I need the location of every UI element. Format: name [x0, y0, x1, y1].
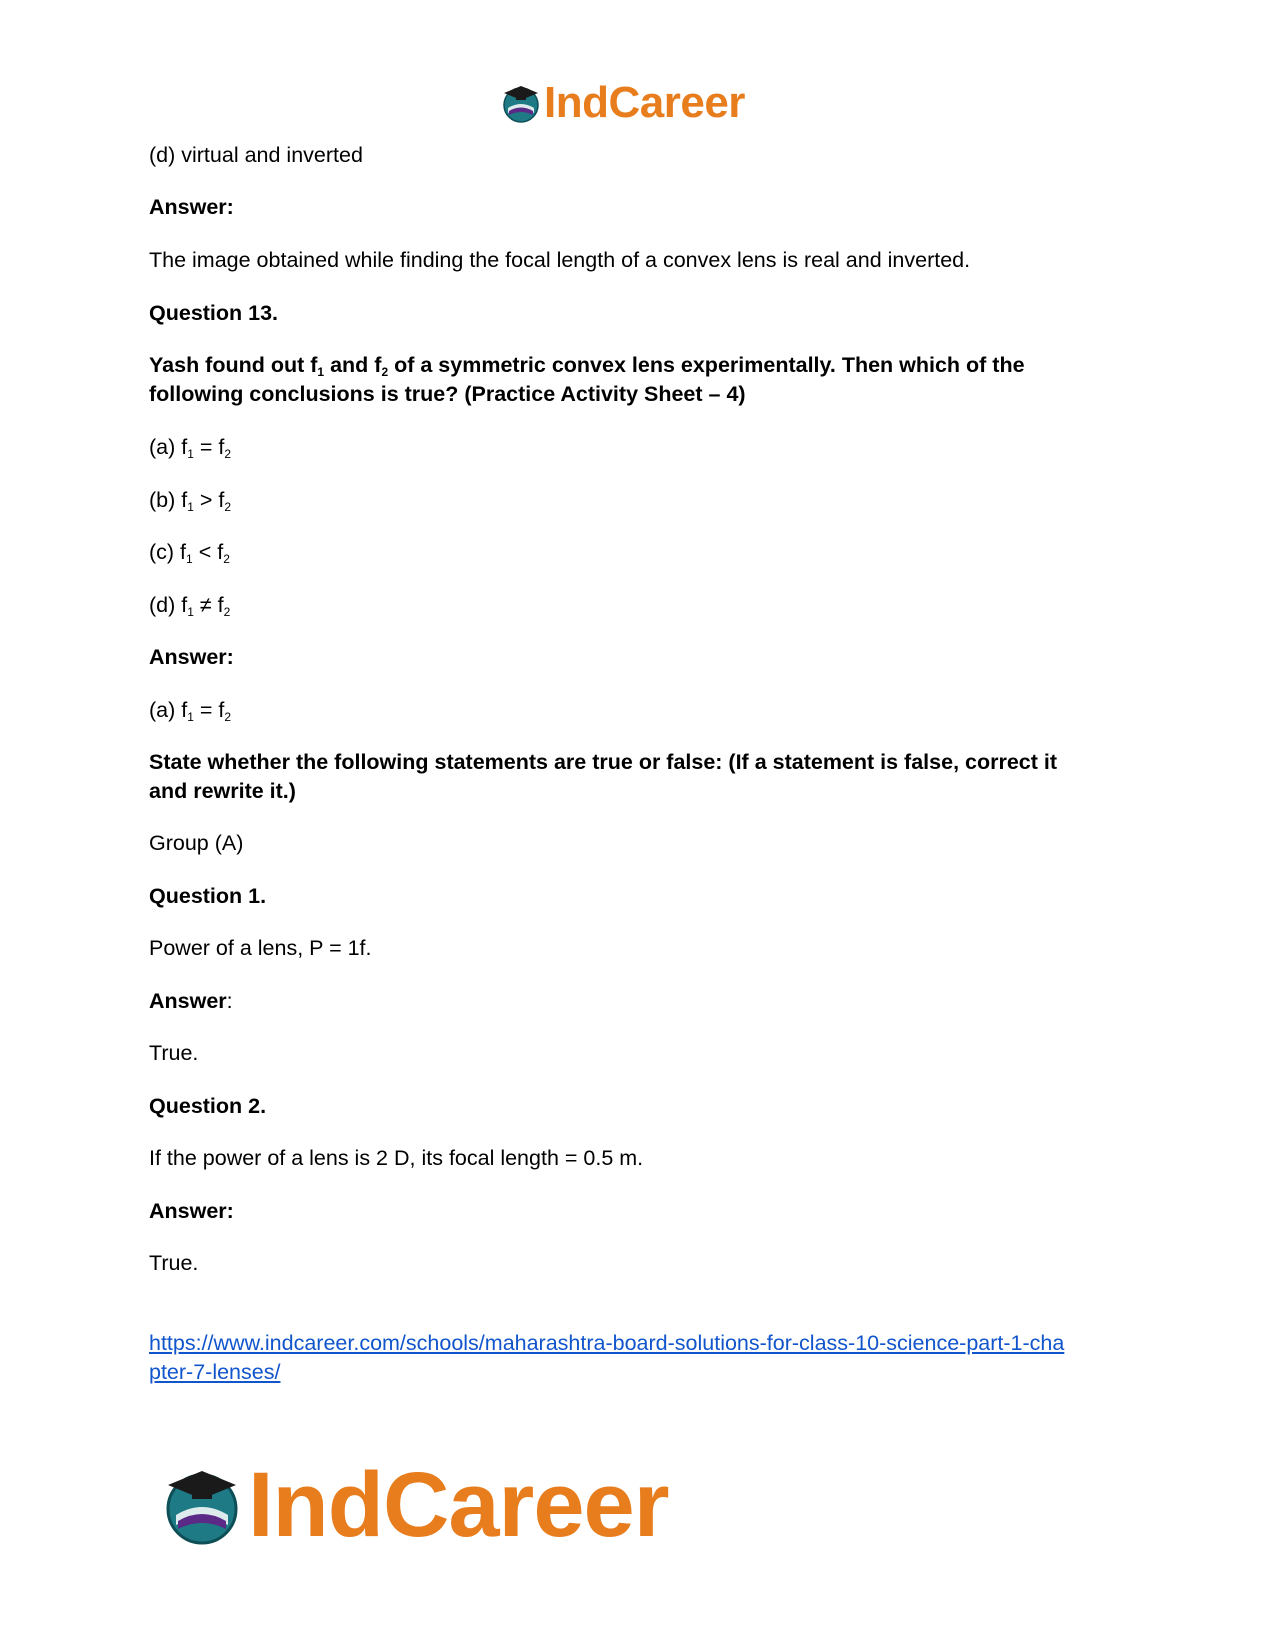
question-2-answer: True. — [149, 1251, 199, 1275]
question-1-answer: True. — [149, 1041, 199, 1065]
graduation-globe-icon — [160, 1463, 244, 1547]
question-1-label: Question 1. — [149, 884, 267, 908]
answer-label: Answer: — [149, 1199, 234, 1223]
true-false-heading-line2: and rewrite it.) — [149, 779, 296, 803]
header-logo-wordmark: IndCareer — [544, 78, 745, 127]
question-2-text: If the power of a lens is 2 D, its focal length = 0.5 m. — [149, 1146, 644, 1170]
question-13-text-line2: following conclusions is true? (Practice Activity Sheet – 4) — [149, 382, 746, 406]
option-c: (c) $f_1 < f_2$ — [149, 540, 230, 566]
answer-label: Answer: — [149, 645, 234, 669]
option-d: (d) $f_1 \ne f_2$ — [149, 593, 231, 619]
answer-13: (a) $f_1 = f_2$ — [149, 698, 232, 724]
question-13-label: Question 13. — [149, 301, 279, 325]
source-link-line1[interactable]: https://www.indcareer.com/schools/maharashtra-board-solutions-for-class-10-science-part-1-cha — [149, 1331, 1065, 1355]
question-1-text: Power of a lens, P = 1f. — [149, 936, 372, 960]
option-b: (b) $f_1 > f_2$ — [149, 488, 232, 514]
previous-option-d: (d) virtual and inverted — [149, 143, 363, 167]
answer-label: Answer: — [149, 195, 234, 219]
answer-text: The image obtained while finding the focal length of a convex lens is real and inverted. — [149, 248, 971, 272]
graduation-globe-icon — [500, 82, 542, 124]
question-13-text-line1: Yash found out $f_1$ and $f_2$ of a symmetric convex lens experimentally. Then which of the — [149, 353, 1025, 379]
answer-label: Answer: — [149, 989, 233, 1013]
question-2-label: Question 2. — [149, 1094, 267, 1118]
source-link-line2[interactable]: pter-7-lenses/ — [149, 1360, 281, 1384]
true-false-heading-line1: State whether the following statements are true or false: (If a statement is false, correct it — [149, 750, 1058, 774]
header-logo — [500, 78, 745, 128]
option-a: (a) $f_1 = f_2$ — [149, 435, 232, 461]
group-label: Group (A) — [149, 831, 244, 855]
footer-logo-wordmark: IndCareer — [248, 1453, 669, 1556]
footer-logo — [160, 1453, 669, 1556]
